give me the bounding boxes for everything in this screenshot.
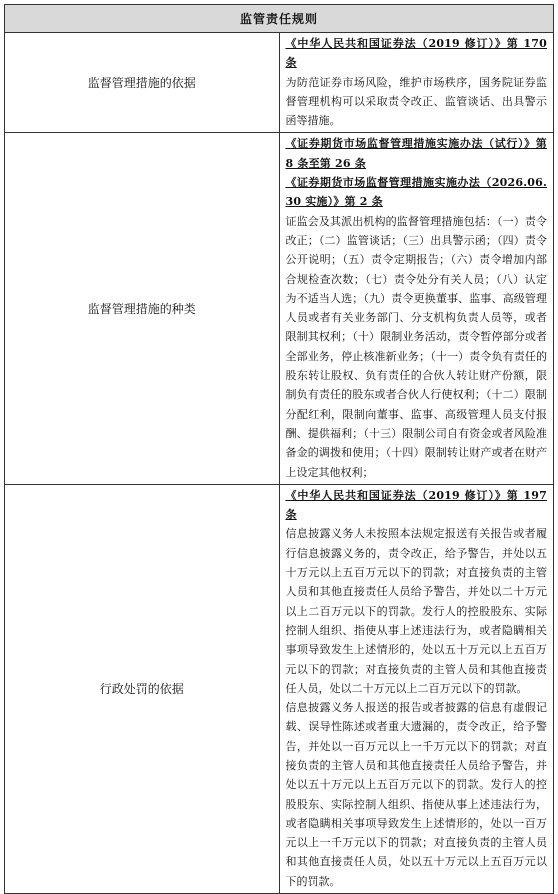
table-row [5,484,554,893]
table-row [5,33,554,133]
row-label: 监督管理措施的种类 [5,133,280,484]
law-reference: 《中华人民共和国证券法（2019 修订）》第 170 条 [285,37,547,70]
regulation-text: 信息披露义务人未按照本法规定报送有关报告或者履行信息披露义务的，责令改正，给予警告，并处以五十万元以上五百万元以下的罚款；对直接负责的主管人员和其他直接责任人员给予警告，并处以二十万元以上二百万元以下的罚款。发行人的控股股东、实际控制人组织、指使从事上述违法行为，或者隐瞒相关事项导致发生上述情形的，处以五十万元以上五百万元以下的罚款；对直接负责的主管人员和其他直接责任人员，处以二十万元以上二百万元以下的罚款。 [285,527,547,695]
law-reference: 《证券期货市场监督管理措施实施办法（2026.06.30 实施）》第 2 条 [285,176,547,209]
row-content [279,133,554,484]
table-row [5,133,554,484]
law-reference: 《证券期货市场监督管理措施实施办法（试行）》第 8 条至第 26 条 [285,137,547,170]
row-content [279,33,554,133]
regulation-text: 为防范证券市场风险，维护市场秩序，国务院证券监督管理机构可以采取责令改正、监管谈话、出具警示函等措施。 [285,75,547,128]
regulation-table [4,4,554,894]
regulation-text: 证监会及其派出机构的监督管理措施包括：（一）责令改正；（二）监管谈话；（三）出具警示函；（四）责令公开说明；（五）责令定期报告；（六）责令增加内部合规检查次数；（七）责令处分有关人员；（八）认定为不适当人选；（九）责令更换董事、监事、高级管理人员或者有关业务部门、分支机构负责人员等，或者限制其权利；（十）限制业务活动，责令暂停部分或者全部业务，停止核准新业务；（十一）责令负有责任的股东转让股权、负有责任的合伙人转让财产份额，限制负有责任的股东或者合伙人行使权利；（十二）限制分配红利，限制向董事、监事、高级管理人员支付报酬、提供福利；（十三）限制公司自有资金或者风险准备金的调拨和使用；（十四）限制转让财产或者在财产上设定其他权利； [285,214,547,479]
law-reference: 《中华人民共和国证券法（2019 修订）》第 197 条 [285,488,547,522]
regulation-text: 信息披露义务人报送的报告或者披露的信息有虚假记载、误导性陈述或者重大遗漏的，责令改正，给予警告，并处以一百万元以上一千万元以下的罚款；对直接负责的主管人员和其他直接责任人员给予警告，并处以五十万元以上五百万元以下的罚款。发行人的控股股东、实际控制人组织、指使从事上述违法行为，或者隐瞒相关事项导致发生上述情形的，处以一百万元以上一千万元以下的罚款；对直接负责的主管人员和其他直接责任人员，处以五十万元以上五百万元以下的罚款。 [285,701,547,888]
table-header-row [5,5,554,33]
row-label: 行政处罚的依据 [5,484,280,893]
table-title: 监管责任规则 [5,5,554,33]
row-label: 监督管理措施的依据 [5,33,280,133]
row-content [279,484,554,893]
